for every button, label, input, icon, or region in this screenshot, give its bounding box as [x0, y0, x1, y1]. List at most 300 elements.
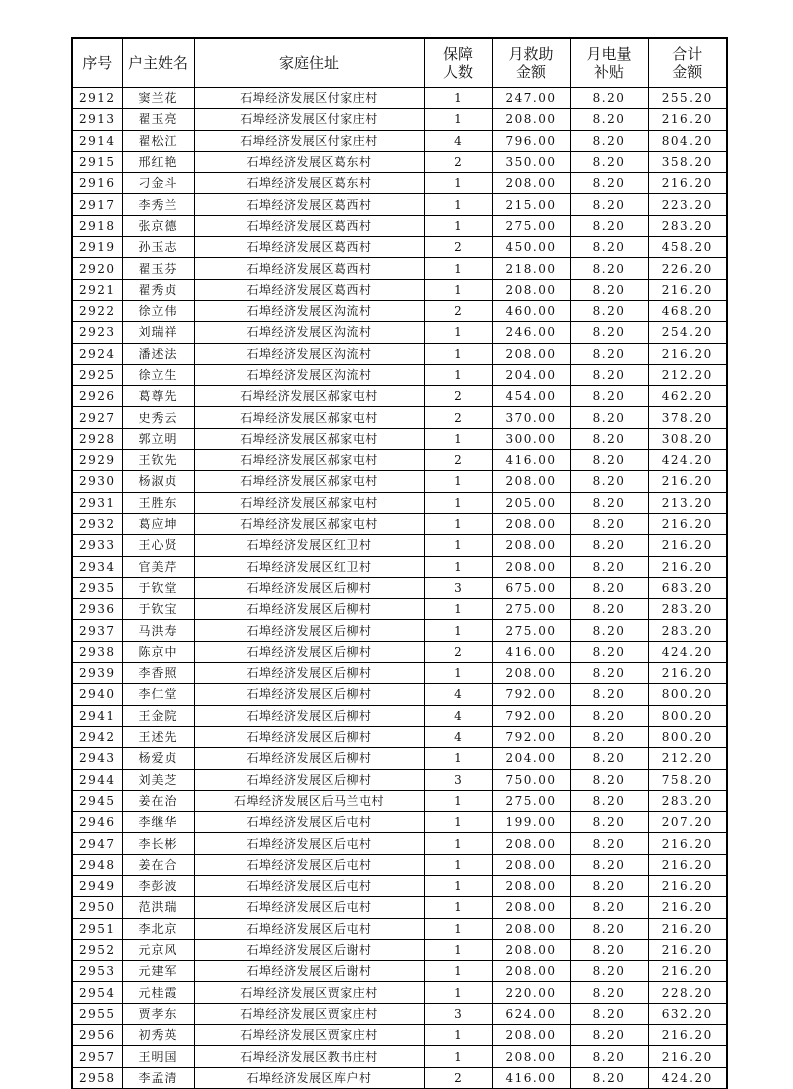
monthly-relief-cell: 416.00	[492, 641, 570, 662]
total-amount-cell: 283.20	[648, 599, 727, 620]
covered-persons-cell: 2	[424, 300, 492, 321]
total-amount-cell: 216.20	[648, 109, 727, 130]
total-amount-cell: 228.20	[648, 982, 727, 1003]
covered-persons-cell: 2	[424, 641, 492, 662]
home-address-cell: 石埠经济发展区后柳村	[194, 599, 424, 620]
covered-persons-cell: 2	[424, 407, 492, 428]
covered-persons-cell: 2	[424, 386, 492, 407]
monthly-relief-cell: 416.00	[492, 1067, 570, 1088]
serial-number-cell: 2922	[72, 300, 122, 321]
monthly-relief-cell: 450.00	[492, 237, 570, 258]
covered-persons-cell: 1	[424, 790, 492, 811]
covered-persons-cell: 1	[424, 748, 492, 769]
home-address-cell: 石埠经济发展区后柳村	[194, 726, 424, 747]
home-address-cell: 石埠经济发展区后屯村	[194, 875, 424, 896]
total-amount-cell: 378.20	[648, 407, 727, 428]
serial-number-cell: 2954	[72, 982, 122, 1003]
total-amount-cell: 800.20	[648, 705, 727, 726]
serial-number-cell: 2912	[72, 88, 122, 109]
electricity-subsidy-cell: 8.20	[570, 684, 648, 705]
serial-number-cell: 2938	[72, 641, 122, 662]
monthly-relief-cell: 220.00	[492, 982, 570, 1003]
serial-number-cell: 2915	[72, 151, 122, 172]
home-address-cell: 石埠经济发展区红卫村	[194, 556, 424, 577]
covered-persons-cell: 1	[424, 939, 492, 960]
home-address-cell: 石埠经济发展区郝家屯村	[194, 450, 424, 471]
table-row	[72, 513, 727, 534]
home-address-cell: 石埠经济发展区沟流村	[194, 300, 424, 321]
serial-number-cell: 2920	[72, 258, 122, 279]
table-row	[72, 577, 727, 598]
electricity-subsidy-cell: 8.20	[570, 641, 648, 662]
monthly-relief-cell: 208.00	[492, 343, 570, 364]
home-address-cell: 石埠经济发展区沟流村	[194, 343, 424, 364]
monthly-relief-cell: 247.00	[492, 88, 570, 109]
serial-number-cell: 2936	[72, 599, 122, 620]
home-address-cell: 石埠经济发展区后柳村	[194, 684, 424, 705]
serial-number-cell: 2933	[72, 535, 122, 556]
covered-persons-cell: 1	[424, 471, 492, 492]
covered-persons-cell: 1	[424, 918, 492, 939]
electricity-subsidy-cell: 8.20	[570, 258, 648, 279]
table-row	[72, 620, 727, 641]
household-head-name-cell: 李彭波	[122, 875, 194, 896]
household-head-name-cell: 元桂霞	[122, 982, 194, 1003]
household-head-name-cell: 葛应坤	[122, 513, 194, 534]
table-row	[72, 918, 727, 939]
serial-number-cell: 2940	[72, 684, 122, 705]
serial-number-cell: 2949	[72, 875, 122, 896]
household-head-name-cell: 王明国	[122, 1046, 194, 1067]
household-head-name-cell: 翟玉亮	[122, 109, 194, 130]
electricity-subsidy-cell: 8.20	[570, 535, 648, 556]
total-amount-cell: 216.20	[648, 939, 727, 960]
electricity-subsidy-cell: 8.20	[570, 471, 648, 492]
household-head-name-cell: 徐立伟	[122, 300, 194, 321]
monthly-relief-cell: 208.00	[492, 897, 570, 918]
total-amount-cell: 254.20	[648, 322, 727, 343]
covered-persons-cell: 1	[424, 492, 492, 513]
electricity-subsidy-cell: 8.20	[570, 790, 648, 811]
monthly-relief-cell: 208.00	[492, 961, 570, 982]
electricity-subsidy-cell: 8.20	[570, 513, 648, 534]
household-head-name-cell: 李仁堂	[122, 684, 194, 705]
home-address-cell: 石埠经济发展区葛西村	[194, 258, 424, 279]
household-head-name-cell: 王金院	[122, 705, 194, 726]
home-address-cell: 石埠经济发展区后柳村	[194, 577, 424, 598]
total-amount-cell: 308.20	[648, 428, 727, 449]
serial-number-cell: 2932	[72, 513, 122, 534]
electricity-subsidy-cell: 8.20	[570, 215, 648, 236]
home-address-cell: 石埠经济发展区沟流村	[194, 364, 424, 385]
electricity-subsidy-cell: 8.20	[570, 854, 648, 875]
household-head-name-cell: 贾孝东	[122, 1003, 194, 1024]
covered-persons-cell: 1	[424, 556, 492, 577]
serial-number-cell: 2944	[72, 769, 122, 790]
monthly-relief-cell: 454.00	[492, 386, 570, 407]
monthly-relief-cell: 275.00	[492, 215, 570, 236]
total-amount-cell: 683.20	[648, 577, 727, 598]
table-row	[72, 492, 727, 513]
total-amount-cell: 207.20	[648, 812, 727, 833]
monthly-relief-cell: 208.00	[492, 833, 570, 854]
covered-persons-cell: 1	[424, 364, 492, 385]
monthly-relief-cell: 208.00	[492, 535, 570, 556]
household-head-name-cell: 李北京	[122, 918, 194, 939]
monthly-relief-cell: 199.00	[492, 812, 570, 833]
electricity-subsidy-cell: 8.20	[570, 577, 648, 598]
home-address-cell: 石埠经济发展区后屯村	[194, 918, 424, 939]
table-row	[72, 109, 727, 130]
household-head-name-cell: 李孟清	[122, 1067, 194, 1088]
household-head-name-cell: 官美芹	[122, 556, 194, 577]
electricity-subsidy-cell: 8.20	[570, 88, 648, 109]
total-amount-cell: 283.20	[648, 620, 727, 641]
household-head-name-cell: 王钦先	[122, 450, 194, 471]
monthly-relief-cell: 208.00	[492, 109, 570, 130]
serial-number-cell: 2948	[72, 854, 122, 875]
header-monthly-relief-amount	[492, 38, 570, 88]
serial-number-cell: 2958	[72, 1067, 122, 1088]
household-head-name-cell: 邢红艳	[122, 151, 194, 172]
household-head-name-cell: 张京德	[122, 215, 194, 236]
total-amount-cell: 632.20	[648, 1003, 727, 1024]
home-address-cell: 石埠经济发展区郝家屯村	[194, 513, 424, 534]
home-address-cell: 石埠经济发展区后马兰屯村	[194, 790, 424, 811]
serial-number-cell: 2955	[72, 1003, 122, 1024]
household-head-name-cell: 翟玉芬	[122, 258, 194, 279]
home-address-cell: 石埠经济发展区后屯村	[194, 854, 424, 875]
electricity-subsidy-cell: 8.20	[570, 173, 648, 194]
covered-persons-cell: 1	[424, 535, 492, 556]
monthly-relief-cell: 208.00	[492, 173, 570, 194]
monthly-relief-cell: 208.00	[492, 875, 570, 896]
home-address-cell: 石埠经济发展区库户村	[194, 1067, 424, 1088]
table-row	[72, 854, 727, 875]
total-amount-cell: 424.20	[648, 1067, 727, 1088]
serial-number-cell: 2926	[72, 386, 122, 407]
home-address-cell: 石埠经济发展区葛西村	[194, 194, 424, 215]
monthly-relief-cell: 208.00	[492, 471, 570, 492]
electricity-subsidy-cell: 8.20	[570, 1003, 648, 1024]
table-row	[72, 535, 727, 556]
monthly-relief-cell: 208.00	[492, 663, 570, 684]
header-total-amount-label: 合计 金额	[672, 45, 703, 81]
serial-number-cell: 2941	[72, 705, 122, 726]
home-address-cell: 石埠经济发展区后柳村	[194, 748, 424, 769]
electricity-subsidy-cell: 8.20	[570, 407, 648, 428]
serial-number-cell: 2943	[72, 748, 122, 769]
electricity-subsidy-cell: 8.20	[570, 982, 648, 1003]
header-row	[72, 38, 727, 88]
table-row	[72, 258, 727, 279]
home-address-cell: 石埠经济发展区付家庄村	[194, 130, 424, 151]
table-row	[72, 748, 727, 769]
header-covered-persons	[424, 38, 492, 88]
monthly-relief-cell: 275.00	[492, 599, 570, 620]
home-address-cell: 石埠经济发展区付家庄村	[194, 109, 424, 130]
table-row	[72, 322, 727, 343]
household-head-name-cell: 李继华	[122, 812, 194, 833]
table-row	[72, 130, 727, 151]
covered-persons-cell: 1	[424, 833, 492, 854]
electricity-subsidy-cell: 8.20	[570, 343, 648, 364]
home-address-cell: 石埠经济发展区葛东村	[194, 151, 424, 172]
monthly-relief-cell: 204.00	[492, 748, 570, 769]
home-address-cell: 石埠经济发展区葛西村	[194, 279, 424, 300]
covered-persons-cell: 1	[424, 620, 492, 641]
table-row	[72, 237, 727, 258]
household-head-name-cell: 姜在合	[122, 854, 194, 875]
home-address-cell: 石埠经济发展区沟流村	[194, 322, 424, 343]
electricity-subsidy-cell: 8.20	[570, 812, 648, 833]
serial-number-cell: 2921	[72, 279, 122, 300]
header-covered-persons-label: 保障 人数	[442, 45, 473, 81]
household-head-name-cell: 刁金斗	[122, 173, 194, 194]
covered-persons-cell: 1	[424, 854, 492, 875]
covered-persons-cell: 1	[424, 812, 492, 833]
covered-persons-cell: 1	[424, 1046, 492, 1067]
serial-number-cell: 2945	[72, 790, 122, 811]
table-row	[72, 279, 727, 300]
table-row	[72, 982, 727, 1003]
electricity-subsidy-cell: 8.20	[570, 705, 648, 726]
serial-number-cell: 2929	[72, 450, 122, 471]
monthly-relief-cell: 275.00	[492, 620, 570, 641]
monthly-relief-cell: 208.00	[492, 1046, 570, 1067]
header-serial-number: 序号	[72, 38, 122, 88]
home-address-cell: 石埠经济发展区后屯村	[194, 812, 424, 833]
total-amount-cell: 216.20	[648, 513, 727, 534]
household-head-name-cell: 潘述法	[122, 343, 194, 364]
serial-number-cell: 2916	[72, 173, 122, 194]
serial-number-cell: 2950	[72, 897, 122, 918]
covered-persons-cell: 2	[424, 237, 492, 258]
header-total-amount	[648, 38, 727, 88]
electricity-subsidy-cell: 8.20	[570, 450, 648, 471]
table-row	[72, 173, 727, 194]
electricity-subsidy-cell: 8.20	[570, 833, 648, 854]
table-row	[72, 726, 727, 747]
covered-persons-cell: 4	[424, 684, 492, 705]
electricity-subsidy-cell: 8.20	[570, 300, 648, 321]
table-row	[72, 194, 727, 215]
electricity-subsidy-cell: 8.20	[570, 279, 648, 300]
serial-number-cell: 2942	[72, 726, 122, 747]
total-amount-cell: 424.20	[648, 641, 727, 662]
table-row	[72, 812, 727, 833]
serial-number-cell: 2914	[72, 130, 122, 151]
total-amount-cell: 216.20	[648, 833, 727, 854]
monthly-relief-cell: 792.00	[492, 684, 570, 705]
household-head-name-cell: 郭立明	[122, 428, 194, 449]
serial-number-cell: 2952	[72, 939, 122, 960]
total-amount-cell: 216.20	[648, 918, 727, 939]
header-monthly-relief-label: 月救助 金额	[508, 45, 554, 81]
table-row	[72, 407, 727, 428]
home-address-cell: 石埠经济发展区郝家屯村	[194, 471, 424, 492]
monthly-relief-cell: 246.00	[492, 322, 570, 343]
electricity-subsidy-cell: 8.20	[570, 663, 648, 684]
total-amount-cell: 283.20	[648, 790, 727, 811]
covered-persons-cell: 1	[424, 428, 492, 449]
home-address-cell: 石埠经济发展区郝家屯村	[194, 428, 424, 449]
home-address-cell: 石埠经济发展区后屯村	[194, 833, 424, 854]
total-amount-cell: 216.20	[648, 663, 727, 684]
covered-persons-cell: 1	[424, 897, 492, 918]
household-head-name-cell: 窦兰花	[122, 88, 194, 109]
covered-persons-cell: 1	[424, 258, 492, 279]
covered-persons-cell: 1	[424, 173, 492, 194]
header-monthly-electricity-subsidy	[570, 38, 648, 88]
home-address-cell: 石埠经济发展区红卫村	[194, 535, 424, 556]
serial-number-cell: 2924	[72, 343, 122, 364]
home-address-cell: 石埠经济发展区后谢村	[194, 961, 424, 982]
electricity-subsidy-cell: 8.20	[570, 492, 648, 513]
table-row	[72, 897, 727, 918]
header-home-address: 家庭住址	[194, 38, 424, 88]
home-address-cell: 石埠经济发展区后柳村	[194, 705, 424, 726]
covered-persons-cell: 1	[424, 599, 492, 620]
household-head-name-cell: 范洪瑞	[122, 897, 194, 918]
home-address-cell: 石埠经济发展区郝家屯村	[194, 386, 424, 407]
covered-persons-cell: 1	[424, 961, 492, 982]
covered-persons-cell: 1	[424, 513, 492, 534]
household-head-name-cell: 陈京中	[122, 641, 194, 662]
table-row	[72, 450, 727, 471]
home-address-cell: 石埠经济发展区郝家屯村	[194, 407, 424, 428]
total-amount-cell: 283.20	[648, 215, 727, 236]
monthly-relief-cell: 208.00	[492, 1025, 570, 1046]
household-head-name-cell: 李香照	[122, 663, 194, 684]
table-row	[72, 939, 727, 960]
monthly-relief-cell: 796.00	[492, 130, 570, 151]
home-address-cell: 石埠经济发展区贾家庄村	[194, 1025, 424, 1046]
household-head-name-cell: 李秀兰	[122, 194, 194, 215]
table-row	[72, 471, 727, 492]
total-amount-cell: 758.20	[648, 769, 727, 790]
relief-table	[71, 37, 728, 1089]
electricity-subsidy-cell: 8.20	[570, 620, 648, 641]
electricity-subsidy-cell: 8.20	[570, 599, 648, 620]
monthly-relief-cell: 205.00	[492, 492, 570, 513]
home-address-cell: 石埠经济发展区后屯村	[194, 897, 424, 918]
covered-persons-cell: 1	[424, 982, 492, 1003]
covered-persons-cell: 1	[424, 875, 492, 896]
home-address-cell: 石埠经济发展区贾家庄村	[194, 982, 424, 1003]
serial-number-cell: 2953	[72, 961, 122, 982]
serial-number-cell: 2939	[72, 663, 122, 684]
covered-persons-cell: 1	[424, 109, 492, 130]
electricity-subsidy-cell: 8.20	[570, 961, 648, 982]
total-amount-cell: 226.20	[648, 258, 727, 279]
household-head-name-cell: 葛尊先	[122, 386, 194, 407]
household-head-name-cell: 孙玉志	[122, 237, 194, 258]
serial-number-cell: 2937	[72, 620, 122, 641]
household-head-name-cell: 于钦宝	[122, 599, 194, 620]
household-head-name-cell: 元建军	[122, 961, 194, 982]
home-address-cell: 石埠经济发展区后谢村	[194, 939, 424, 960]
covered-persons-cell: 1	[424, 194, 492, 215]
electricity-subsidy-cell: 8.20	[570, 556, 648, 577]
household-head-name-cell: 马洪寿	[122, 620, 194, 641]
home-address-cell: 石埠经济发展区教书庄村	[194, 1046, 424, 1067]
total-amount-cell: 213.20	[648, 492, 727, 513]
covered-persons-cell: 2	[424, 151, 492, 172]
electricity-subsidy-cell: 8.20	[570, 428, 648, 449]
electricity-subsidy-cell: 8.20	[570, 109, 648, 130]
serial-number-cell: 2927	[72, 407, 122, 428]
covered-persons-cell: 1	[424, 88, 492, 109]
total-amount-cell: 212.20	[648, 364, 727, 385]
household-head-name-cell: 杨淑贞	[122, 471, 194, 492]
serial-number-cell: 2946	[72, 812, 122, 833]
table-row	[72, 641, 727, 662]
household-head-name-cell: 王胜东	[122, 492, 194, 513]
electricity-subsidy-cell: 8.20	[570, 386, 648, 407]
covered-persons-cell: 1	[424, 1025, 492, 1046]
home-address-cell: 石埠经济发展区葛东村	[194, 173, 424, 194]
electricity-subsidy-cell: 8.20	[570, 194, 648, 215]
monthly-relief-cell: 792.00	[492, 726, 570, 747]
covered-persons-cell: 3	[424, 577, 492, 598]
total-amount-cell: 458.20	[648, 237, 727, 258]
table-row	[72, 386, 727, 407]
electricity-subsidy-cell: 8.20	[570, 726, 648, 747]
monthly-relief-cell: 675.00	[492, 577, 570, 598]
household-head-name-cell: 于钦堂	[122, 577, 194, 598]
table-row	[72, 790, 727, 811]
covered-persons-cell: 1	[424, 663, 492, 684]
home-address-cell: 石埠经济发展区后柳村	[194, 663, 424, 684]
covered-persons-cell: 1	[424, 215, 492, 236]
total-amount-cell: 223.20	[648, 194, 727, 215]
household-head-name-cell: 王述先	[122, 726, 194, 747]
covered-persons-cell: 4	[424, 705, 492, 726]
monthly-relief-cell: 792.00	[492, 705, 570, 726]
electricity-subsidy-cell: 8.20	[570, 1067, 648, 1088]
covered-persons-cell: 1	[424, 343, 492, 364]
monthly-relief-cell: 750.00	[492, 769, 570, 790]
serial-number-cell: 2935	[72, 577, 122, 598]
serial-number-cell: 2957	[72, 1046, 122, 1067]
total-amount-cell: 424.20	[648, 450, 727, 471]
total-amount-cell: 216.20	[648, 556, 727, 577]
electricity-subsidy-cell: 8.20	[570, 897, 648, 918]
total-amount-cell: 804.20	[648, 130, 727, 151]
table-header	[72, 38, 727, 88]
home-address-cell: 石埠经济发展区后柳村	[194, 769, 424, 790]
total-amount-cell: 216.20	[648, 279, 727, 300]
household-head-name-cell: 杨爱贞	[122, 748, 194, 769]
monthly-relief-cell: 300.00	[492, 428, 570, 449]
household-head-name-cell: 徐立生	[122, 364, 194, 385]
monthly-relief-cell: 350.00	[492, 151, 570, 172]
electricity-subsidy-cell: 8.20	[570, 939, 648, 960]
household-head-name-cell: 翟松江	[122, 130, 194, 151]
serial-number-cell: 2928	[72, 428, 122, 449]
table-row	[72, 875, 727, 896]
table-row	[72, 300, 727, 321]
total-amount-cell: 800.20	[648, 726, 727, 747]
serial-number-cell: 2919	[72, 237, 122, 258]
table-row	[72, 663, 727, 684]
monthly-relief-cell: 275.00	[492, 790, 570, 811]
total-amount-cell: 216.20	[648, 961, 727, 982]
monthly-relief-cell: 208.00	[492, 279, 570, 300]
home-address-cell: 石埠经济发展区付家庄村	[194, 88, 424, 109]
monthly-relief-cell: 624.00	[492, 1003, 570, 1024]
